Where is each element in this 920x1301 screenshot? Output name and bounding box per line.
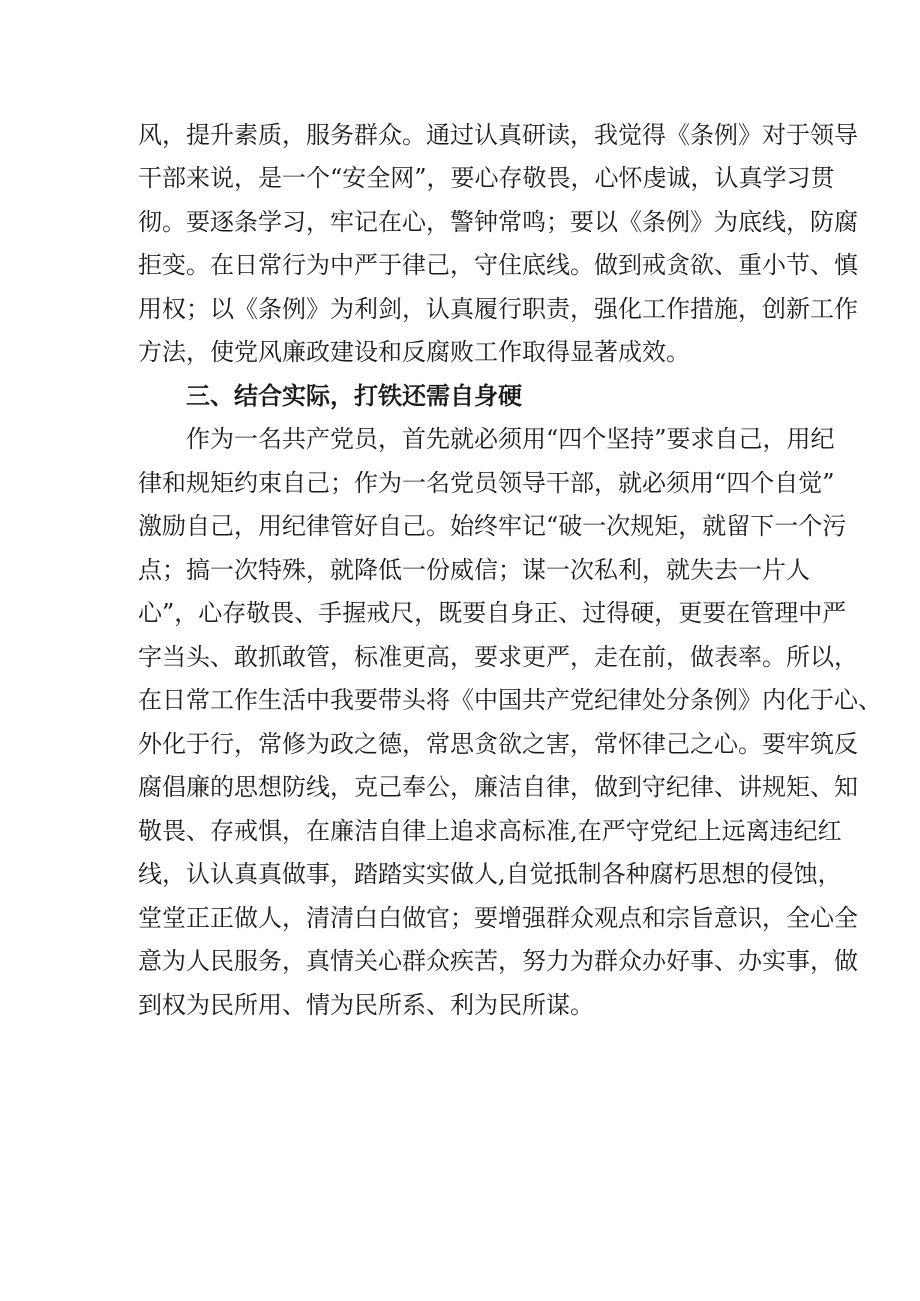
paragraph-line: 外化于行，常修为政之德，常思贪欲之害，常怀律己之心。要牢筑反: [138, 730, 858, 758]
paragraph-line: 作为一名共产党员，首先就必须用“四个坚持”要求自己，用纪: [186, 425, 835, 453]
paragraph-line: 意为人民服务，真情关心群众疾苦，努力为群众办好事、办实事，做: [138, 947, 858, 975]
paragraph-line: 心”，心存敬畏、手握戒尺，既要自身正、过得硬，更要在管理中严: [138, 599, 847, 627]
paragraph-line: 拒变。在日常行为中严于律己，守住底线。做到戒贪欲、重小节、慎: [138, 251, 858, 279]
paragraph-line: 到权为民所用、情为民所系、利为民所谋。: [138, 991, 594, 1019]
paragraph-line: 方法，使党风廉政建设和反腐败工作取得显著成效。: [138, 338, 690, 366]
paragraph-line: 点；搞一次特殊，就降低一份威信；谋一次私利，就失去一片人: [138, 556, 810, 584]
paragraph-line: 用权；以《条例》为利剑，认真履行职责，强化工作措施，创新工作: [138, 295, 858, 323]
paragraph-line: 风，提升素质，服务群众。通过认真研读，我觉得《条例》对于领导: [138, 121, 858, 149]
paragraph-line: 干部来说，是一个“安全网”，要心存敬畏，心怀虔诚，认真学习贯: [138, 164, 835, 192]
paragraph-line: 敬畏、存戒惧，在廉洁自律上追求高标准,在严守党纪上远离违纪红: [138, 817, 842, 845]
paragraph-line: 堂堂正正做人，清清白白做官；要增强群众观点和宗旨意识，全心全: [138, 904, 858, 932]
paragraph-line: 律和规矩约束自己；作为一名党员领导干部，就必须用“四个自觉”: [138, 469, 835, 497]
section-heading: 三、结合实际，打铁还需自身硬: [186, 382, 522, 410]
paragraph-line: 激励自己，用纪律管好自己。始终牢记“破一次规矩，就留下一个污: [138, 512, 847, 540]
paragraph-line: 彻。要逐条学习，牢记在心，警钟常鸣；要以《条例》为底线，防腐: [138, 208, 858, 236]
paragraph-line: 腐倡廉的思想防线，克己奉公，廉洁自律，做到守纪律、讲规矩、知: [138, 773, 858, 801]
paragraph-line: 字当头、敢抓敢管，标准更高，要求更严，走在前，做表率。所以，: [138, 643, 858, 671]
paragraph-line: 线，认认真真做事，踏踏实实做人,自觉抵制各种腐朽思想的侵蚀，: [138, 860, 842, 888]
paragraph-line: 在日常工作生活中我要带头将《中国共产党纪律处分条例》内化于心、: [138, 686, 882, 714]
